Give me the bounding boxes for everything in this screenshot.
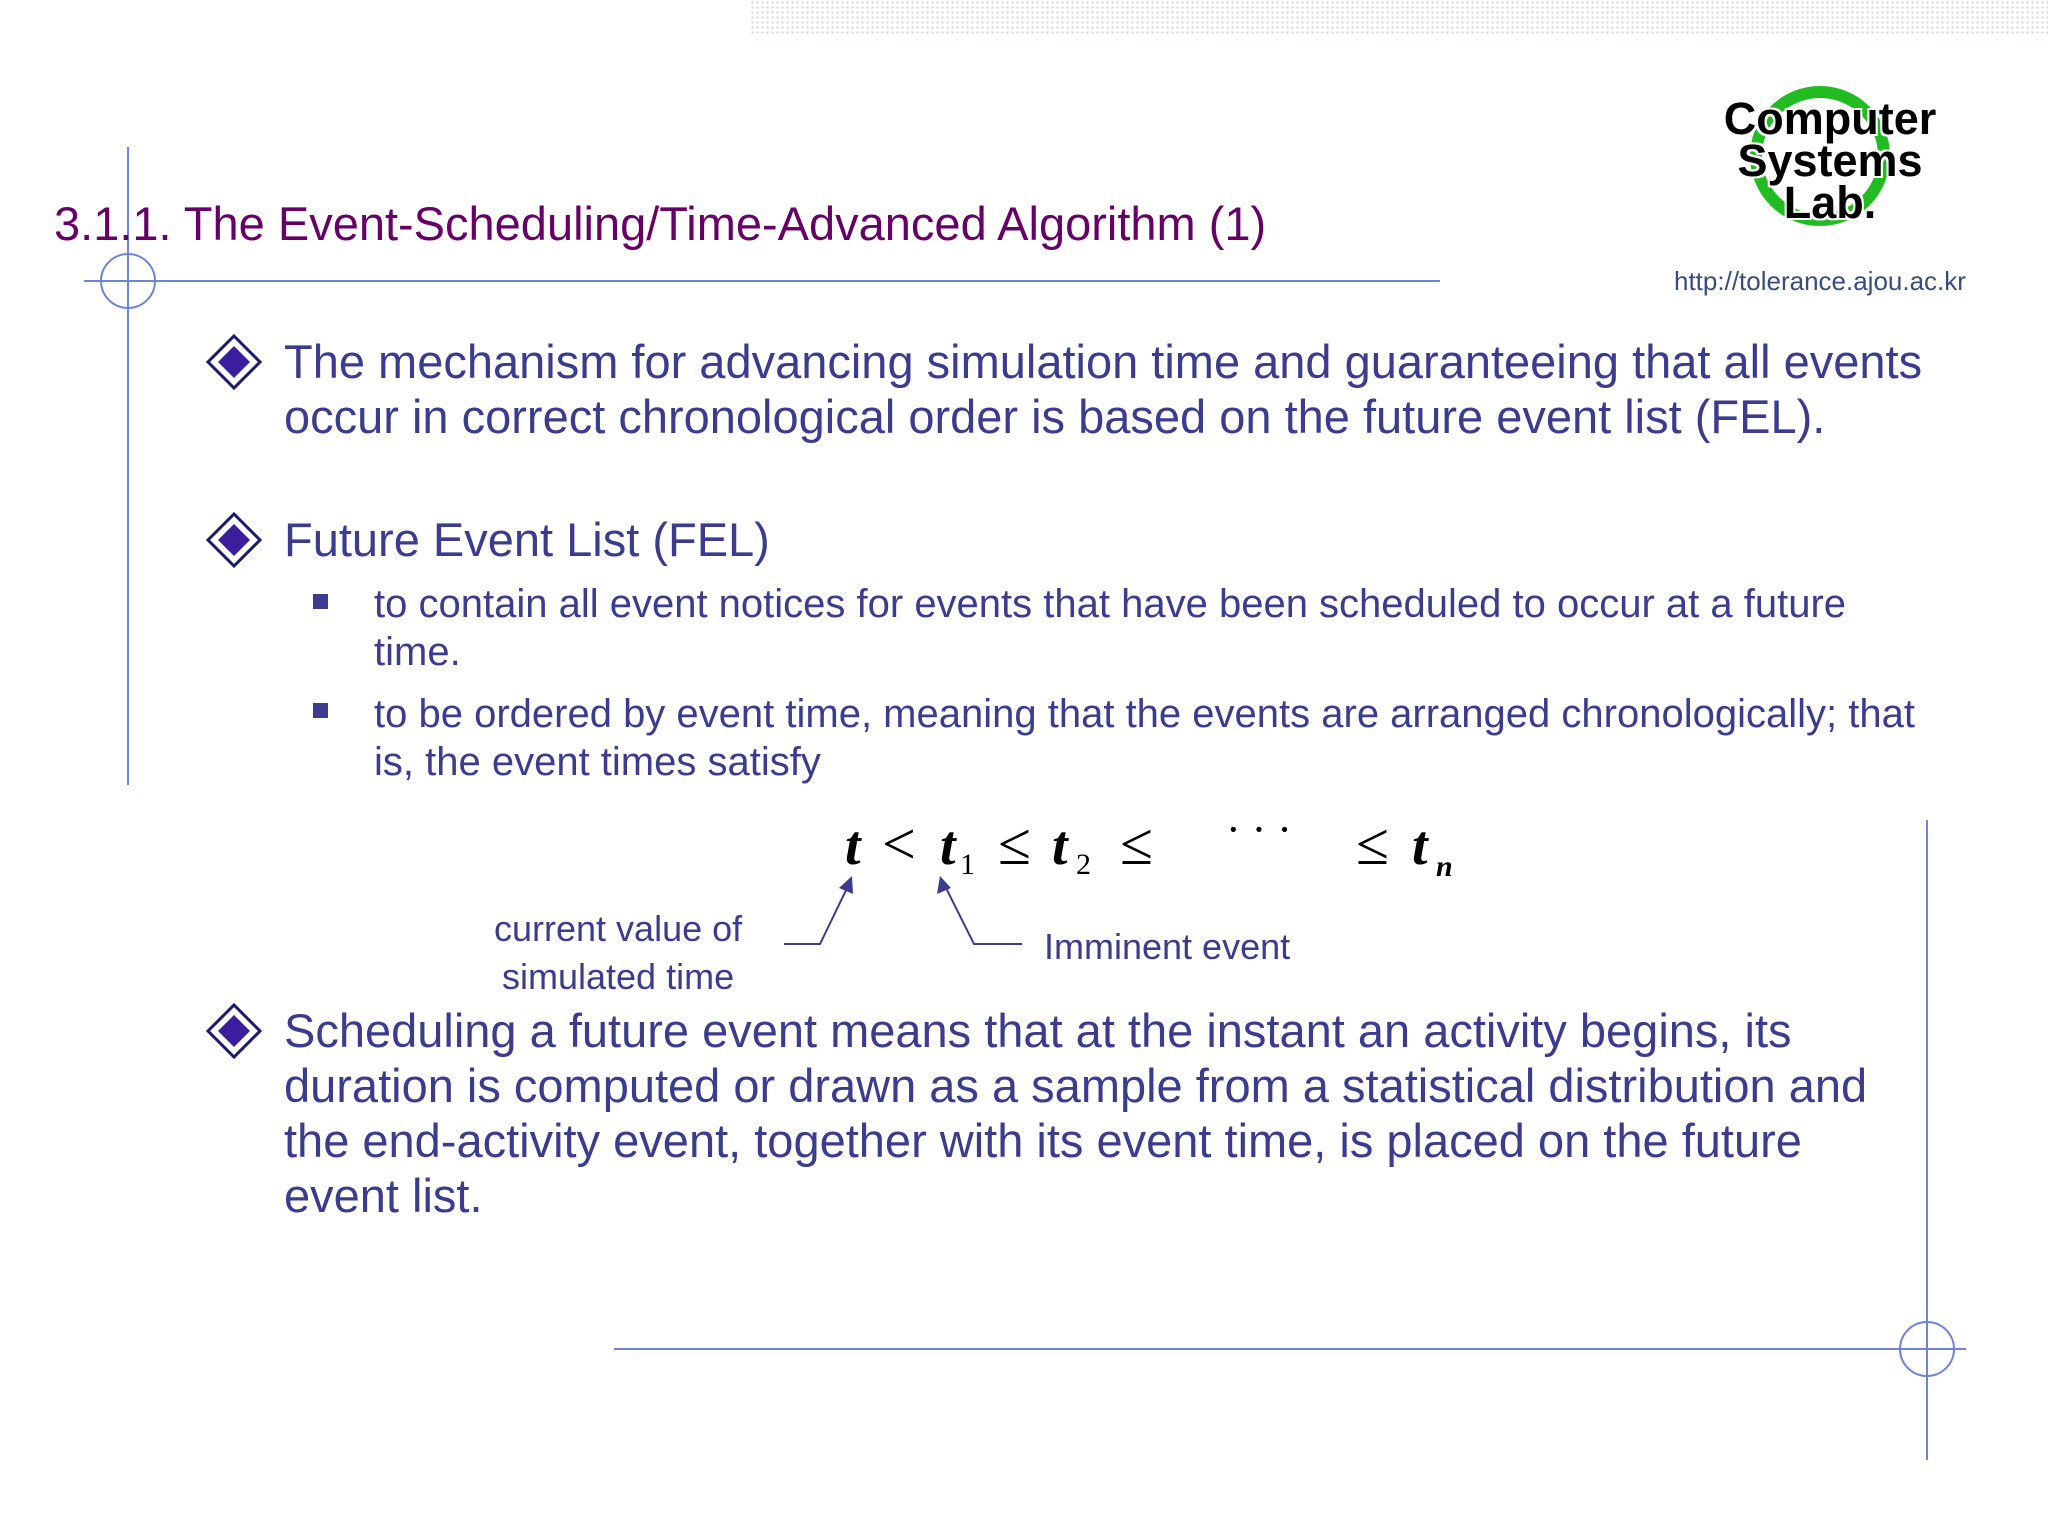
sub-bullet-ordered: to be ordered by event time, meaning that the events are arranged chronologically; that is, the event times satisfy — [374, 692, 1915, 784]
diamond-bullet-icon — [206, 1003, 262, 1059]
logo-text: Computer Systems Lab. — [1723, 93, 1937, 228]
event-time-formula: t < t 1 ≤ t 2 ≤ · · · ≤ t n — [845, 805, 1453, 883]
diamond-bullet-icon — [206, 334, 262, 390]
sub-bullet-contain: to contain all event notices for events that have been scheduled to occur at a future time. — [374, 582, 1847, 674]
bullet-scheduling: Scheduling a future event means that at the instant an activity begins, its duration is computed or drawn as a sample from a statistical distribution and the end-activity event, together with its event time, is placed on the future event list. — [284, 1004, 1868, 1222]
bullet-fel-mechanism: The mechanism for advancing simulation time and guaranteeing that all events occur in correct chronological order is based on the future event list (FEL). — [284, 335, 1923, 443]
annotation-imminent-event: Imminent event — [1044, 926, 1291, 967]
slide-title: 3.1.1. The Event-Scheduling/Time-Advanced Algorithm (1) — [54, 197, 1267, 250]
lab-logo — [1690, 72, 1970, 262]
diamond-bullet-icon — [206, 512, 262, 568]
bullet-fel-title: Future Event List (FEL) — [284, 513, 770, 566]
annotation-current-line1: current value of — [494, 908, 743, 949]
lab-url: http://tolerance.ajou.ac.kr — [1674, 266, 1966, 296]
annotation-current-line2: simulated time — [502, 956, 735, 997]
square-bullet-icon — [313, 703, 328, 718]
square-bullet-icon — [313, 594, 328, 609]
